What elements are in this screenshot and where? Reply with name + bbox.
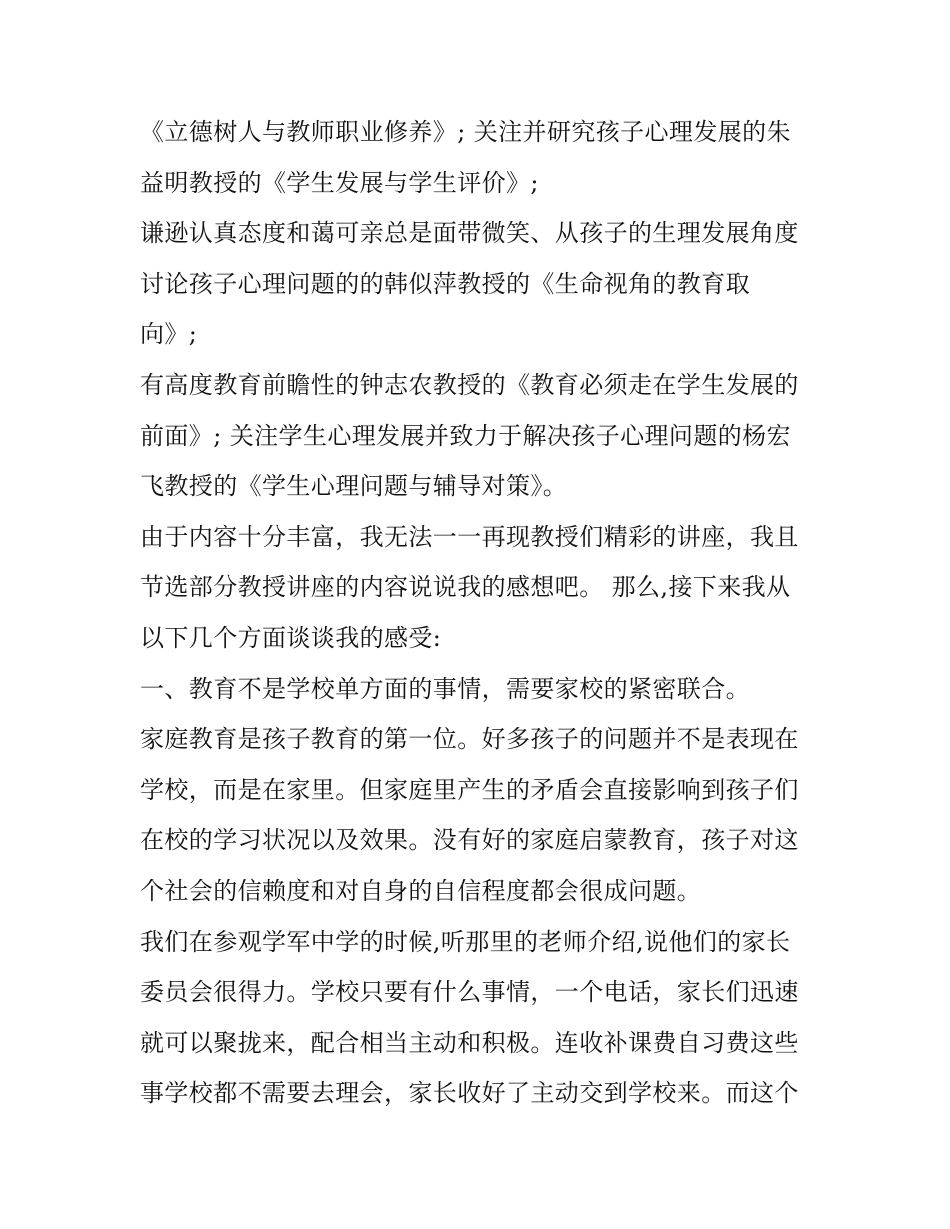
text-line: 学校，而是在家里。但家庭里产生的矛盾会直接影响到孩子们	[140, 775, 799, 804]
section-heading: 一、教育不是学校单方面的事情，需要家校的紧密联合。	[140, 674, 750, 703]
text-line: 个社会的信赖度和对自身的自信程度都会很成问题。	[140, 876, 702, 905]
text-line: 事学校都不需要去理会，家长收好了主动交到学校来。而这个	[140, 1079, 799, 1108]
text-line: 以下几个方面谈谈我的感受:	[140, 623, 442, 652]
text-line: 讨论孩子心理问题的的韩似萍教授的《生命视角的教育取	[140, 269, 750, 298]
text-line: 节选部分教授讲座的内容说说我的感想吧。 那么,接下来我从	[140, 573, 791, 602]
text-line: 前面》; 关注学生心理发展并致力于解决孩子心理问题的杨宏	[140, 421, 791, 450]
text-line: 向》;	[140, 320, 198, 349]
text-line: 委员会很得力。学校只要有什么事情，一个电话，家长们迅速	[140, 978, 799, 1007]
text-line: 《立德树人与教师职业修养》; 关注并研究孩子心理发展的朱	[140, 118, 791, 146]
text-line: 谦逊认真态度和蔼可亲总是面带微笑、从孩子的生理发展角度	[140, 219, 799, 248]
text-line: 有高度教育前瞻性的钟志农教授的《教育必须走在学生发展的	[140, 370, 799, 399]
text-line: 飞教授的《学生心理问题与辅导对策》。	[140, 472, 568, 501]
text-line: 家庭教育是孩子教育的第一位。好多孩子的问题并不是表现在	[140, 725, 799, 754]
text-line: 在校的学习状况以及效果。没有好的家庭启蒙教育，孩子对这	[140, 826, 799, 855]
text-line: 我们在参观学军中学的时候,听那里的老师介绍,说他们的家长	[140, 927, 791, 956]
body-text	[140, 107, 830, 1119]
text-line: 益明教授的《学生发展与学生评价》;	[140, 168, 539, 197]
text-line: 就可以聚拢来，配合相当主动和积极。连收补课费自习费这些	[140, 1028, 799, 1057]
text-line: 由于内容十分丰富，我无法一一再现教授们精彩的讲座，我且	[140, 522, 799, 551]
